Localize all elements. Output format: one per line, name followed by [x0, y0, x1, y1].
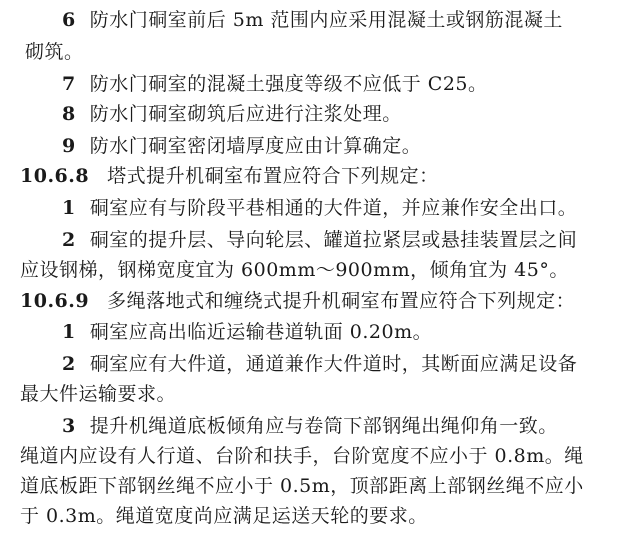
item-number: 2 — [62, 229, 76, 251]
section-10-6-9-heading — [20, 285, 575, 318]
clause-10-6-9-3-line-2 — [20, 440, 584, 473]
clause-text: 硐室应高出临近运输巷道轨面 0.20m。 — [89, 321, 433, 343]
clause-10-6-8-1 — [62, 192, 577, 225]
clause-text: 最大件运输要求。 — [20, 383, 177, 405]
item-number: 1 — [62, 197, 76, 219]
clause-10-6-9-3-line-3 — [20, 470, 584, 503]
clause-text: 砌筑。 — [25, 41, 84, 63]
clause-10-6-9-3-line-1 — [62, 410, 558, 443]
clause-10-6-9-2-line-2 — [20, 378, 176, 411]
clause-9 — [62, 130, 421, 163]
clause-8 — [62, 98, 402, 131]
clause-10-6-8-2-line-1 — [62, 224, 577, 257]
item-number: 1 — [62, 321, 76, 343]
section-number: 10.6.9 — [20, 290, 90, 312]
clause-text: 硐室的提升层、导向轮层、罐道拉紧层或悬挂装置层之间 — [89, 229, 578, 251]
clause-text: 防水门硐室密闭墙厚度应由计算确定。 — [89, 135, 422, 157]
clause-text: 道底板距下部钢丝绳不应小于 0.5m，顶部距离上部钢丝绳不应小 — [20, 475, 584, 497]
clause-10-6-9-3-line-4 — [20, 500, 428, 533]
clause-text: 于 0.3m。绳道宽度尚应满足运送天轮的要求。 — [20, 505, 428, 527]
clause-text: 硐室应有大件道，通道兼作大件道时，其断面应满足设备 — [89, 353, 578, 375]
item-number: 6 — [62, 9, 76, 31]
clause-text: 应设钢梯，钢梯宽度宜为 600mm～900mm，倾角宜为 45°。 — [20, 259, 569, 281]
clause-text: 提升机绳道底板倾角应与卷筒下部钢绳出绳仰角一致。 — [89, 415, 558, 437]
item-number: 3 — [62, 415, 76, 437]
section-text: 多绳落地式和缠绕式提升机硐室布置应符合下列规定： — [107, 290, 576, 312]
item-number: 2 — [62, 353, 76, 375]
clause-10-6-8-2-line-2 — [20, 254, 569, 287]
item-number: 9 — [62, 135, 76, 157]
clause-10-6-9-2-line-1 — [62, 348, 577, 381]
item-number: 8 — [62, 103, 76, 125]
clause-text: 绳道内应设有人行道、台阶和扶手，台阶宽度不应小于 0.8m。绳 — [20, 445, 584, 467]
item-number: 7 — [62, 73, 76, 95]
clause-7 — [62, 68, 488, 101]
clause-text: 防水门硐室的混凝土强度等级不应低于 C25。 — [89, 73, 488, 95]
clause-10-6-9-1 — [62, 316, 432, 349]
clause-text: 防水门硐室砌筑后应进行注浆处理。 — [89, 103, 402, 125]
clause-6-line-2 — [25, 36, 84, 69]
section-10-6-8-heading — [20, 160, 439, 193]
clause-6-line-1 — [62, 4, 563, 37]
section-text: 塔式提升机硐室布置应符合下列规定： — [107, 165, 439, 187]
clause-text: 硐室应有与阶段平巷相通的大件道，并应兼作安全出口。 — [89, 197, 578, 219]
clause-text: 防水门硐室前后 5m 范围内应采用混凝土或钢筋混凝土 — [89, 9, 563, 31]
section-number: 10.6.8 — [20, 165, 90, 187]
